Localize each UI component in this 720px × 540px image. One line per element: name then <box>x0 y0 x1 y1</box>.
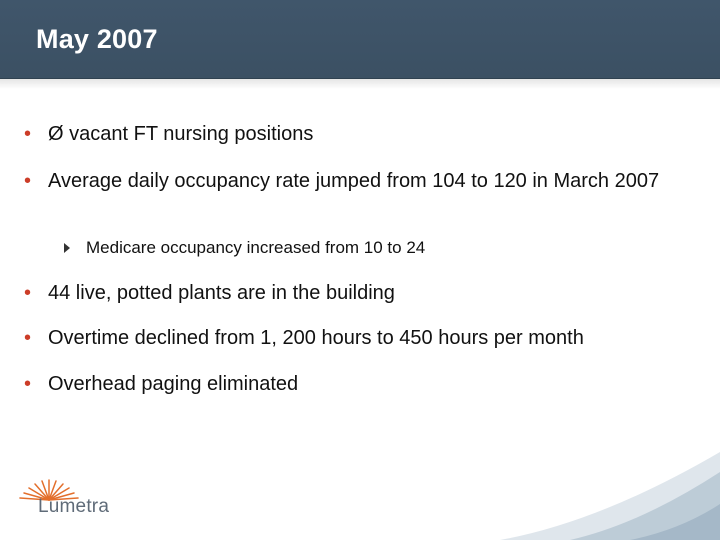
bullet-dot-icon: • <box>24 373 32 395</box>
sub-bullet-text: Medicare occupancy increased from 10 to 24 <box>86 238 426 257</box>
bullet-dot-icon: • <box>24 327 32 349</box>
bullet-dot-icon: • <box>24 282 32 304</box>
bullet-text: Overhead paging eliminated <box>48 373 299 395</box>
bullet-text: Ø vacant FT nursing positions <box>48 123 314 145</box>
slide-title: May 2007 <box>36 24 158 54</box>
logo-text: Lumetra <box>38 496 110 517</box>
bullet-item-2 <box>24 168 694 220</box>
bullet-text: Average daily occupancy rate jumped from 104 to 120 in March 2007 <box>48 170 660 192</box>
corner-decoration <box>500 452 720 540</box>
bullet-text: Overtime declined from 1, 200 hours to 450 hours per month <box>48 327 584 349</box>
bullet-text: 44 live, potted plants are in the building <box>48 282 395 304</box>
logo <box>14 474 154 526</box>
triangle-right-icon <box>64 243 70 253</box>
bullet-dot-icon: • <box>24 170 32 192</box>
title-shadow <box>0 79 720 89</box>
title-bar <box>0 0 720 79</box>
bullet-dot-icon: • <box>24 123 32 145</box>
